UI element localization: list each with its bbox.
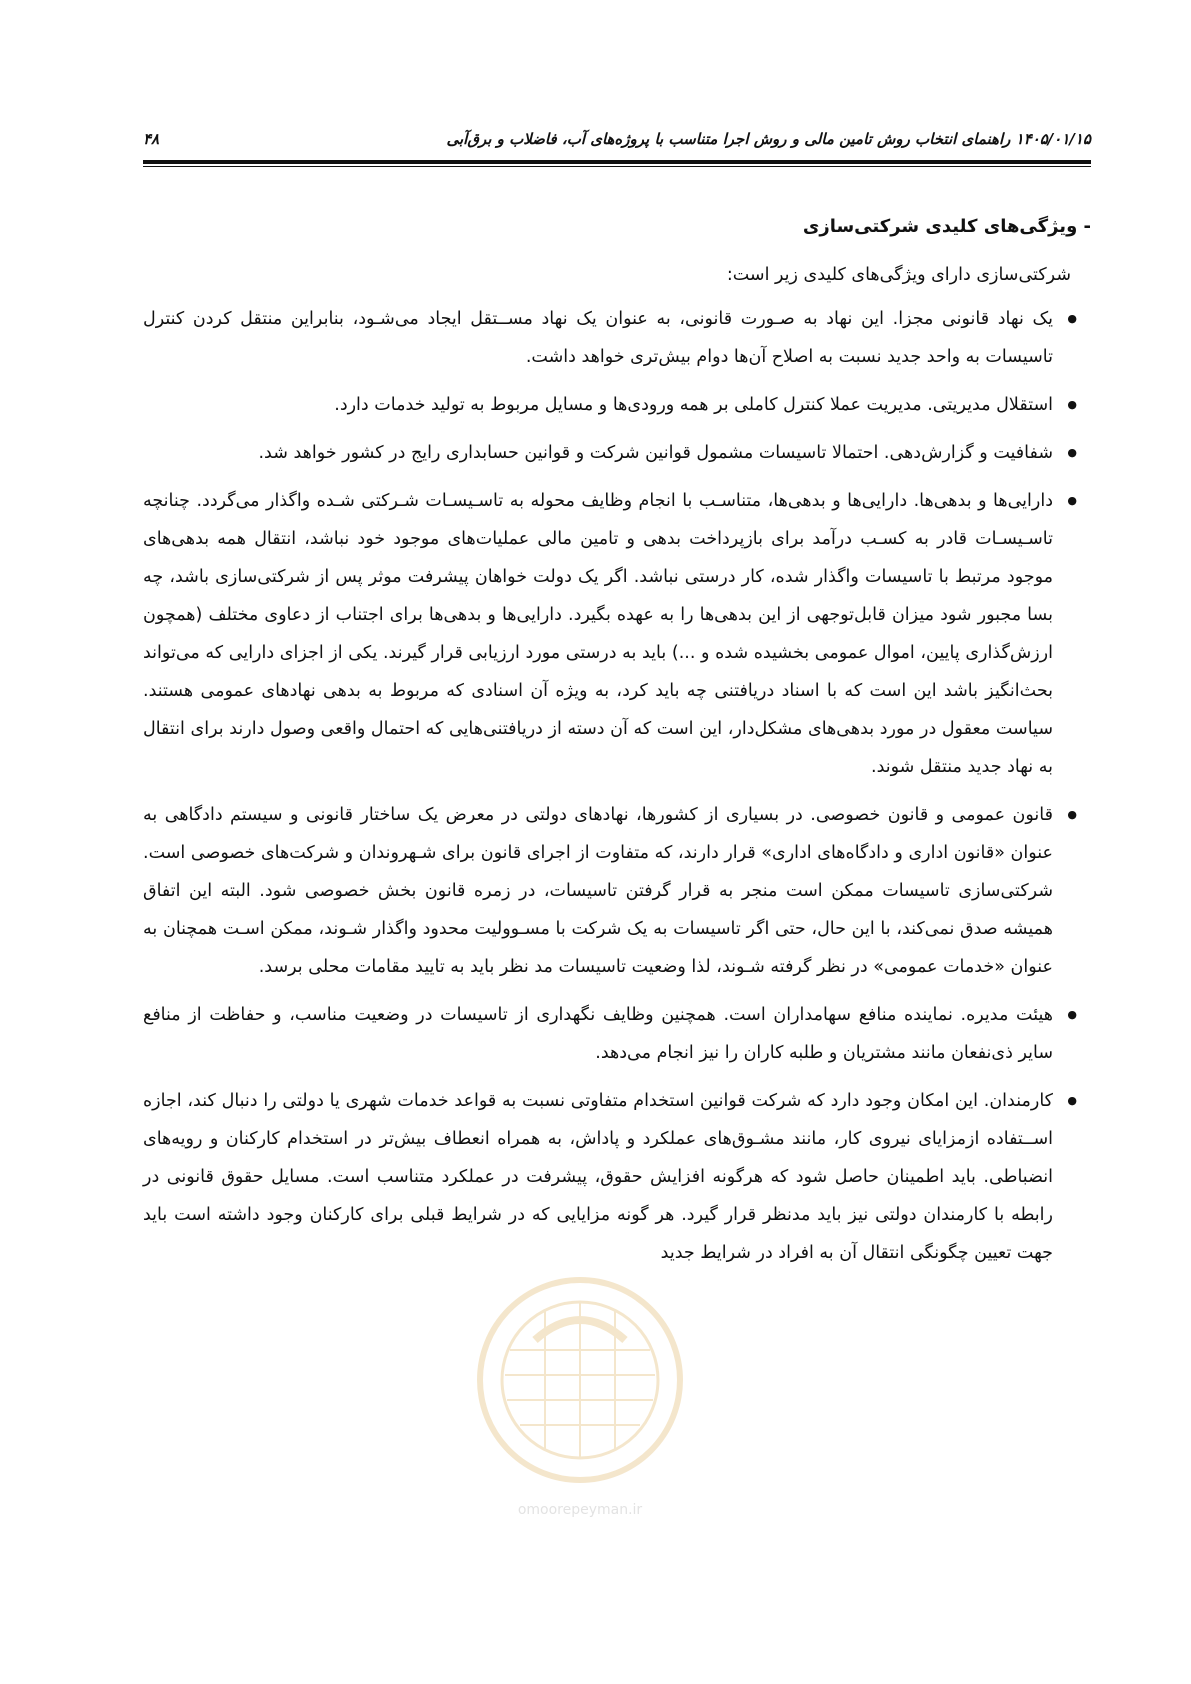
- section-heading: - ویژگی‌های کلیدی شرکتی‌سازی: [802, 216, 1091, 237]
- list-item: ● کارمندان. این امکان وجود دارد که شرکت قوانین استخدام متفاوتی نسبت به قواعد خدمات شهری یا دولتی را دنبال کند، اجازه اســتفاده ازمزایای نیروی کار، مانند مشـوق‌های عملکرد و پاداش، به همراه انعطاف بیش‌تر در استخدام کارکنان و رویه‌های انضباطی. باید اطمینان حاصل شود که هرگونه افزایش حقوق، پیشرفت در عملکرد متناسب است. مسایل حقوق قانونی در رابطه با کارمندان دولتی نیز باید مدنظر قرار گیرد. هر گونه مزایایی که در شرایط قبلی برای کارکنان وجود داشته است باید جهت تعیین چگونگی انتقال آن به افراد در شرایط جدید: [143, 1082, 1053, 1272]
- list-item: ● یک نهاد قانونی مجزا. این نهاد به صـورت قانونی، به عنوان یک نهاد مســتقل ایجاد می‌شـود، بنابراین منتقل کردن کنترل تاسیسات به واحد جدید نسبت به اصلاح آن‌ها دوام بیش‌تری خواهد داشت.: [143, 300, 1053, 376]
- watermark-emblem-icon: [465, 1270, 695, 1495]
- body-content: [143, 190, 1091, 1282]
- watermark-logo: [465, 1270, 695, 1530]
- watermark-text: omoorepeyman.ir: [517, 1502, 643, 1518]
- page-number: ۴۸: [143, 130, 160, 148]
- list-item: ● دارایی‌ها و بدهی‌ها. دارایی‌ها و بدهی‌ها، متناسـب با انجام وظایف محوله به تاسـیسـات شـرکتی شـده واگذار می‌گردد. چنانچه تاسـیسـات قادر به کسـب درآمد برای بازپرداخت بدهی و تامین مالی عملیات‌های موجود خود نباشد، انتقال همه بدهی‌های موجود مرتبط با تاسیسات واگذار شده، کار درستی نباشد. اگر یک دولت خواهان پیشرفت موثر پس از شرکتی‌سازی باشد، چه بسا مجبور شود میزان قابل‌توجهی از این بدهی‌ها را به عهده بگیرد. دارایی‌ها و بدهی‌ها برای اجتناب از دعاوی مختلف (همچون ارزش‌گذاری پایین، اموال عمومی بخشیده شده و ...) باید به درستی مورد ارزیابی قرار گیرند. یکی از اجزای دارایی که می‌تواند بحث‌انگیز باشد این است که با اسناد دریافتنی چه باید کرد، به ویژه آن اسنادی که مربوط به بدهی نهادهای عمومی هستند. سیاست معقول در مورد بدهی‌های مشکل‌دار، این است که آن دسته از دریافتنی‌هایی که احتمال واقعی وصول دارند برای انتقال به نهاد جدید منتقل شوند.: [143, 482, 1053, 786]
- list-item: ● استقلال مدیریتی. مدیریت عملا کنترل کاملی بر همه ورودی‌ها و مسایل مربوط به تولید خدمات دارد.: [143, 386, 1053, 424]
- list-item: ● شفافیت و گزارش‌دهی. احتمالا تاسیسات مشمول قوانین شرکت و قوانین حسابداری رایج در کشور خواهد شد.: [143, 434, 1053, 472]
- feature-list: [143, 300, 1091, 1272]
- list-item: ● قانون عمومی و قانون خصوصی. در بسیاری از کشورها، نهادهای دولتی در معرض یک ساختار قانونی و سیستم دادگاهی به عنوان «قانون اداری و دادگاه‌های اداری» قرار دارند، که متفاوت از اجرای قانون برای شـهروندان و شرکت‌های خصوصی است. شرکتی‌سازی تاسیسات ممکن است منجر به قرار گرفتن تاسیسات، در زمره قانون بخش خصوصی شود. البته این اتفاق همیشه صدق نمی‌کند، با این حال، حتی اگر تاسیسات به یک شرکت با مسـوولیت محدود واگذار شـوند، ممکن اسـت همچنان به عنوان «خدمات عمومی» در نظر گرفته شـوند، لذا وضعیت تاسیسات مد نظر باید به تایید مقامات محلی برسد.: [143, 796, 1053, 986]
- header-rule-thick: [143, 160, 1091, 164]
- running-header: [143, 130, 1091, 154]
- section-intro: شرکتی‌سازی دارای ویژگی‌های کلیدی زیر است:: [726, 265, 1071, 285]
- list-item: ● هیئت مدیره. نماینده منافع سهامداران است. همچنین وظایف نگهداری از تاسیسات در وضعیت مناسب، و حفاظت از منافع سایر ذی‌نفعان مانند مشتریان و طلبه کاران را نیز انجام می‌دهد.: [143, 996, 1053, 1072]
- header-title: ۱۴۰۵/۰۱/۱۵ راهنمای انتخاب روش تامین مالی و روش اجرا متناسب با پروژه‌های آب، فاضلاب و برق‌آبی: [446, 130, 1091, 148]
- header-rule-thin: [143, 166, 1091, 167]
